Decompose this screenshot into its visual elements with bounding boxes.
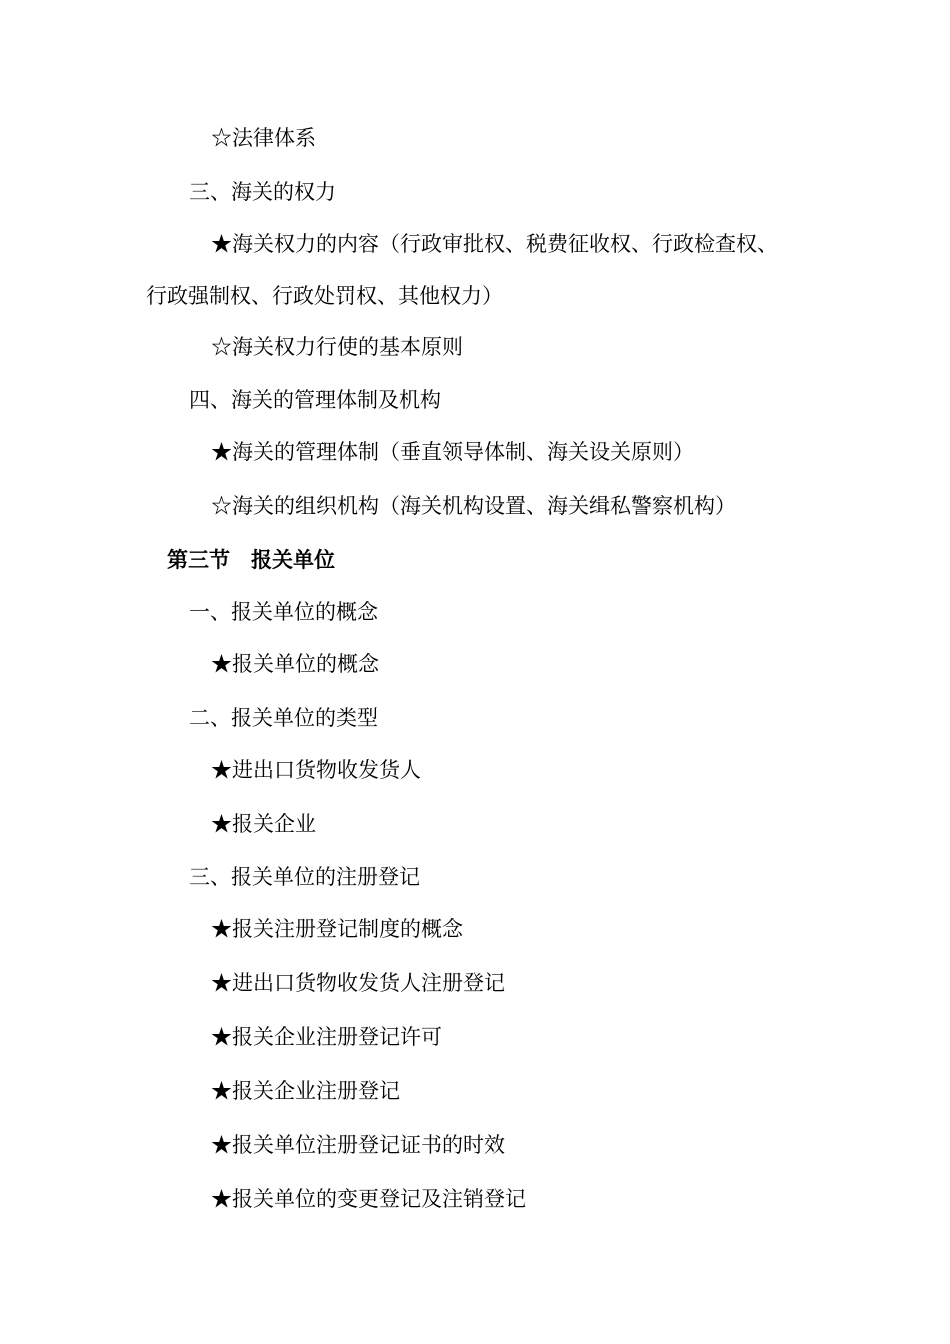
- bullet-consignor-consignee: ★进出口货物收发货人: [211, 758, 421, 782]
- bullet-registration-permit: ★报关企业注册登记许可: [211, 1025, 442, 1049]
- bullet-organization: ☆海关的组织机构（海关机构设置、海关缉私警察机构）: [211, 494, 736, 518]
- heading-unit-concept: 一、报关单位的概念: [189, 600, 378, 624]
- bullet-enterprise-registration: ★报关企业注册登记: [211, 1079, 400, 1103]
- section-title: 第三节 报关单位: [167, 548, 335, 572]
- bullet-certificate-validity: ★报关单位注册登记证书的时效: [211, 1133, 505, 1157]
- bullet-change-cancellation: ★报关单位的变更登记及注销登记: [211, 1187, 526, 1211]
- heading-customs-powers: 三、海关的权力: [189, 180, 336, 204]
- bullet-unit-concept: ★报关单位的概念: [211, 652, 379, 676]
- bullet-power-contents: ★海关权力的内容（行政审批权、税费征收权、行政检查权、: [211, 232, 778, 256]
- bullet-power-contents-continued: 行政强制权、行政处罚权、其他权力）: [146, 284, 503, 308]
- heading-unit-types: 二、报关单位的类型: [189, 706, 378, 730]
- heading-management-system: 四、海关的管理体制及机构: [189, 388, 441, 412]
- bullet-consignor-registration: ★进出口货物收发货人注册登记: [211, 971, 505, 995]
- bullet-legal-system: ☆法律体系: [211, 126, 316, 150]
- bullet-management-system: ★海关的管理体制（垂直领导体制、海关设关原则）: [211, 440, 694, 464]
- heading-registration: 三、报关单位的注册登记: [189, 865, 420, 889]
- bullet-declaration-enterprise: ★报关企业: [211, 812, 316, 836]
- bullet-power-principles: ☆海关权力行使的基本原则: [211, 335, 463, 359]
- bullet-registration-concept: ★报关注册登记制度的概念: [211, 917, 463, 941]
